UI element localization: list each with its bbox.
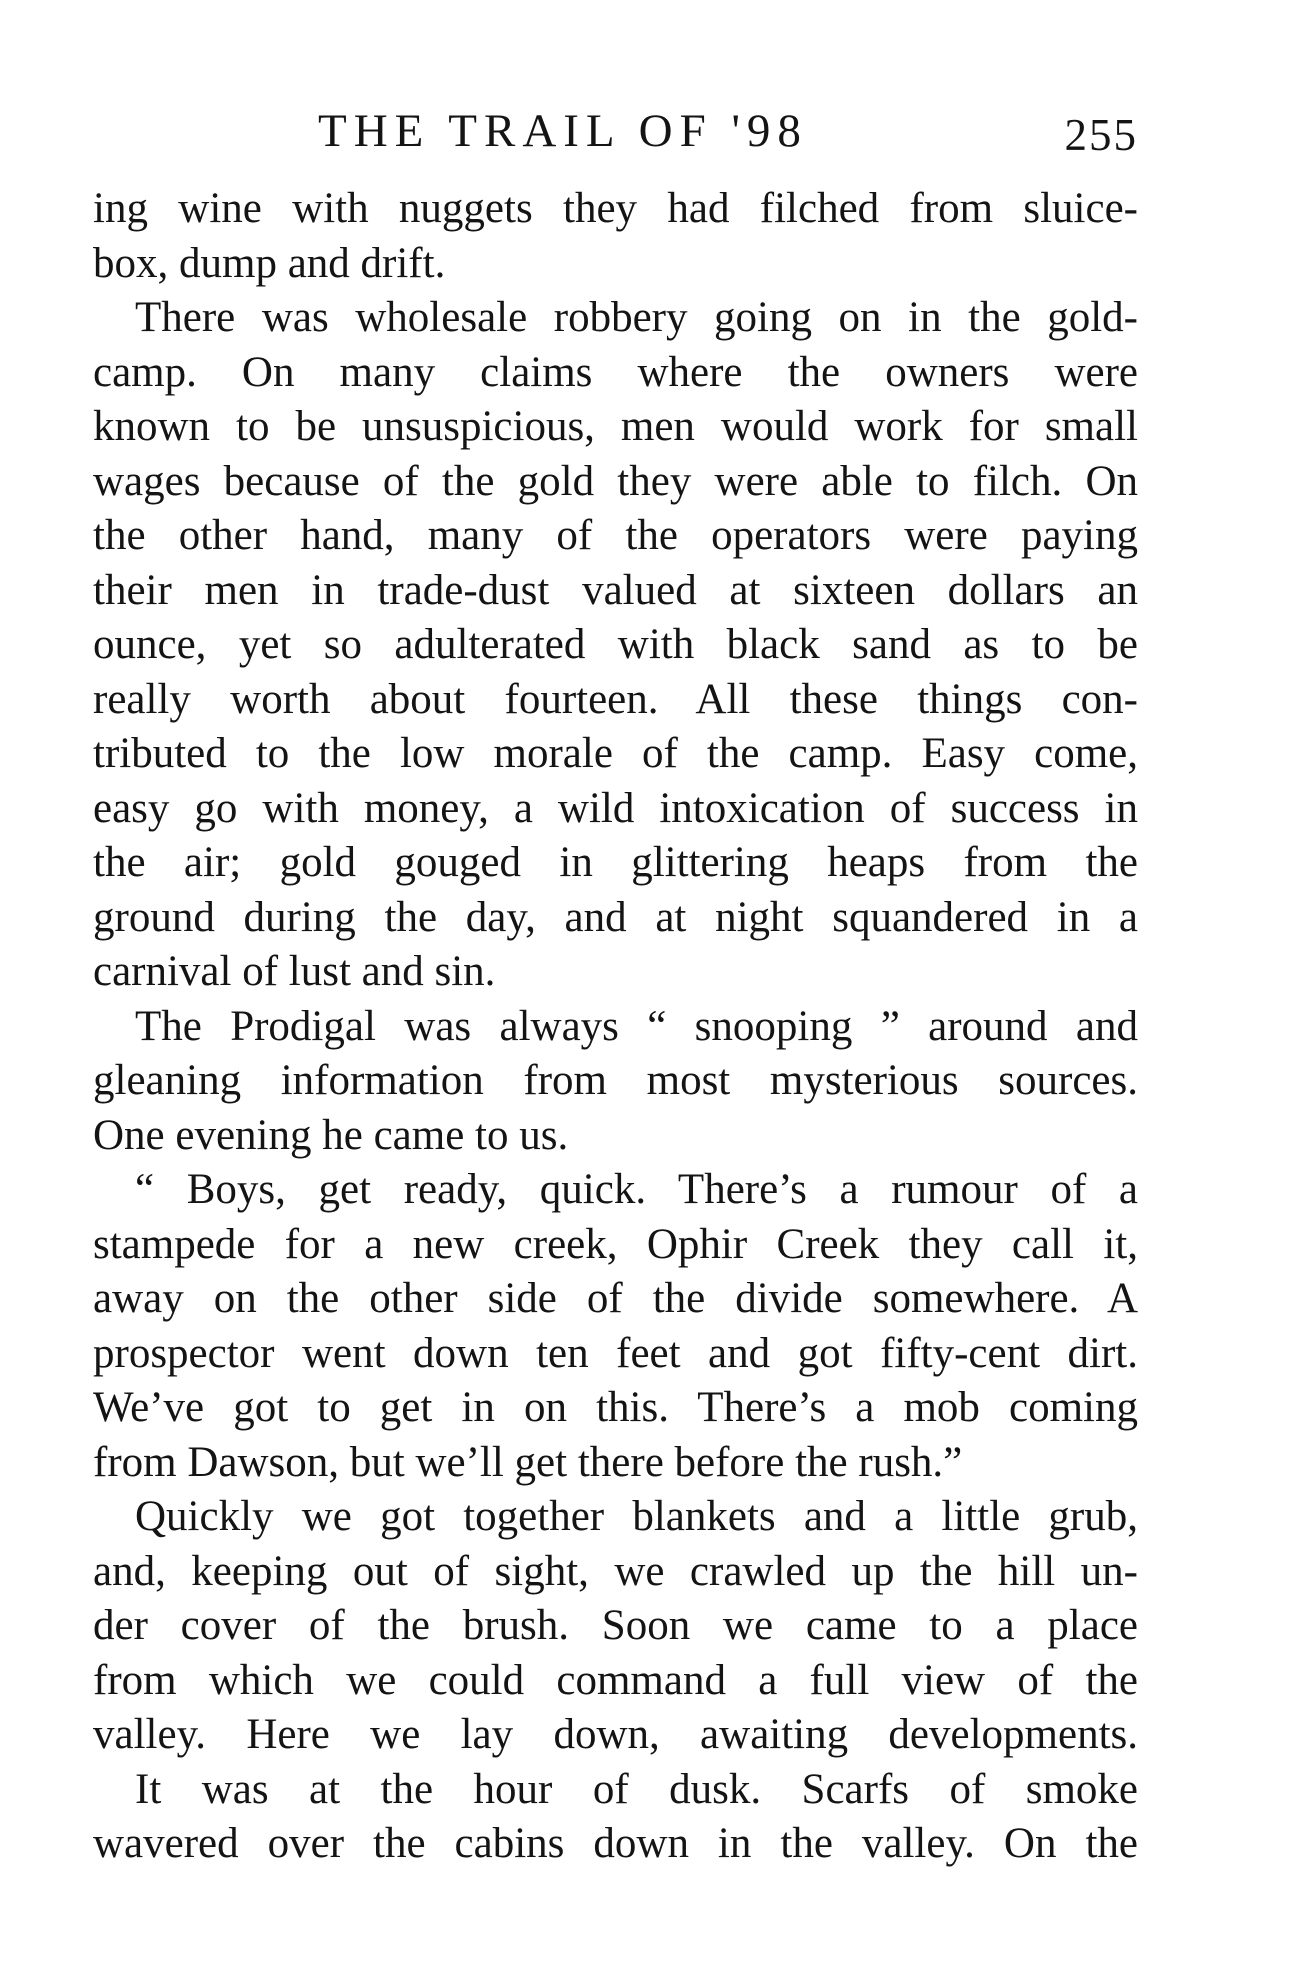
text-line: ground during the day, and at night squandered in a bbox=[93, 893, 1138, 941]
text-line: carnival of lust and sin. bbox=[93, 948, 496, 995]
text-line: There was wholesale robbery going on in the gold- bbox=[135, 294, 1138, 341]
text-line: wages because of the gold they were able to filch. On bbox=[93, 457, 1138, 505]
text-line: ing wine with nuggets they had filched from sluice- bbox=[93, 185, 1138, 232]
text-line: camp. On many claims where the owners were bbox=[93, 348, 1138, 396]
text-line: away on the other side of the divide somewhere. A bbox=[93, 1275, 1138, 1322]
text-line: from Dawson, but we’ll get there before the rush.” bbox=[93, 1438, 963, 1486]
text-line: We’ve got to get in on this. There’s a mob coming bbox=[93, 1384, 1138, 1431]
text-line: the air; gold gouged in glittering heaps from the bbox=[93, 839, 1138, 886]
text-line: easy go with money, a wild intoxication of success in bbox=[93, 784, 1138, 832]
text-line: known to be unsuspicious, men would work for small bbox=[93, 403, 1138, 450]
text-line: valley. Here we lay down, awaiting developments. bbox=[93, 1711, 1138, 1758]
text-line: ounce, yet so adulterated with black sand as to be bbox=[93, 621, 1138, 668]
text-line: prospector went down ten feet and got fifty-cent dirt. bbox=[93, 1329, 1138, 1377]
text-line: from which we could command a full view of the bbox=[93, 1656, 1138, 1704]
running-head bbox=[92, 100, 1138, 162]
text-line: wavered over the cabins down in the valley. On the bbox=[93, 1820, 1138, 1867]
text-line: It was at the hour of dusk. Scarfs of smoke bbox=[135, 1765, 1138, 1813]
body-text bbox=[93, 182, 1138, 1872]
page-number: 255 bbox=[1064, 110, 1138, 160]
text-line: “ Boys, get ready, quick. There’s a rumour of a bbox=[135, 1166, 1138, 1213]
text-line: der cover of the brush. Soon we came to a place bbox=[93, 1602, 1138, 1649]
text-line: box, dump and drift. bbox=[93, 239, 446, 287]
text-line: their men in trade-dust valued at sixteen dollars an bbox=[93, 566, 1138, 614]
text-line: One evening he came to us. bbox=[93, 1111, 569, 1159]
running-title: THE TRAIL OF '98 bbox=[318, 105, 808, 157]
text-line: and, keeping out of sight, we crawled up the hill un- bbox=[93, 1547, 1138, 1595]
text-line: really worth about fourteen. All these things con- bbox=[93, 675, 1138, 723]
text-line: Quickly we got together blankets and a little grub, bbox=[135, 1493, 1138, 1540]
text-line: stampede for a new creek, Ophir Creek they call it, bbox=[93, 1220, 1138, 1268]
text-line: The Prodigal was always “ snooping ” around and bbox=[135, 1002, 1138, 1050]
text-line: the other hand, many of the operators were paying bbox=[93, 512, 1138, 559]
text-line: tributed to the low morale of the camp. Easy come, bbox=[93, 730, 1138, 777]
text-line: gleaning information from most mysterious sources. bbox=[93, 1057, 1138, 1104]
